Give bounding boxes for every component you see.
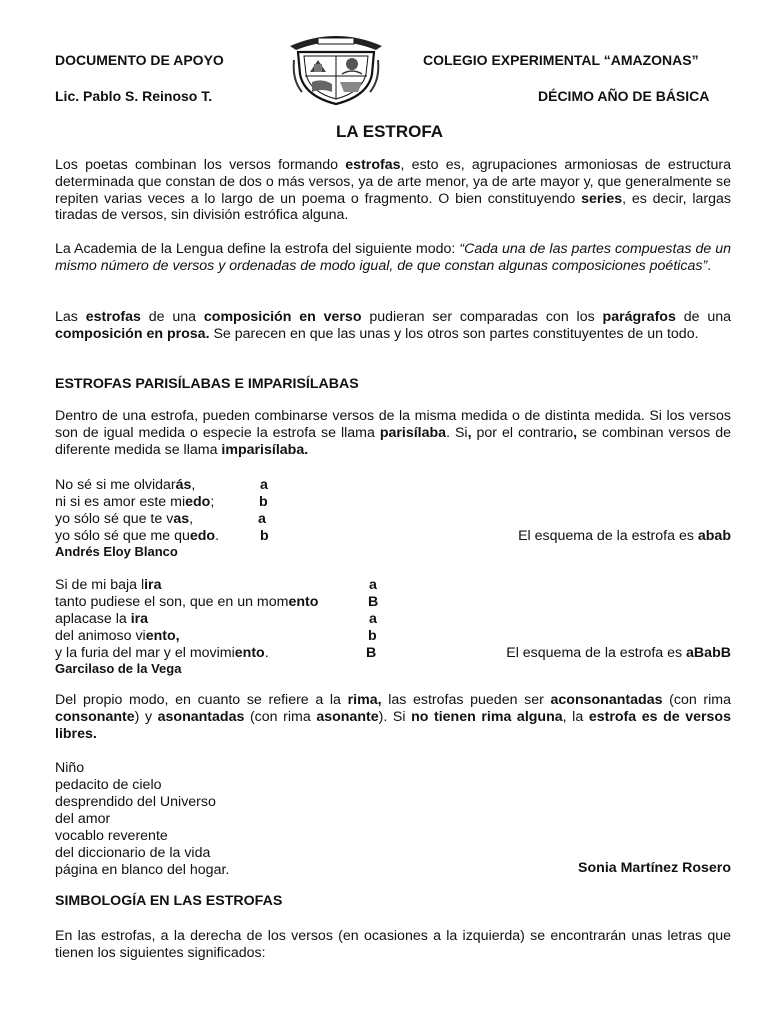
rhyme-letter: a (369, 611, 377, 627)
poem-line: Niño (55, 760, 85, 776)
scheme-label: El esquema de la estrofa es aBabB (506, 645, 731, 661)
poem-line: ni si es amor este miedo; (55, 494, 215, 510)
rhyme-letter: a (369, 577, 377, 593)
poem-line: aplacase la ira (55, 611, 149, 627)
section-heading-simbologia: SIMBOLOGÍA EN LAS ESTROFAS (55, 893, 283, 909)
poem-line: del animoso viento, (55, 628, 180, 644)
paragraph-rima: Del propio modo, en cuanto se refiere a la rima, las estrofas pueden ser aconsonantadas (con rima consonante) y asonantadas (con rima asonante). Si no tienen rima alguna, la estrofa es de versos libres. (55, 692, 731, 742)
poem-line: yo sólo sé que te vas, (55, 511, 194, 527)
paragraph-parisilaba: Dentro de una estrofa, pueden combinarse versos de la misma medida o de distinta medida. Si los versos son de igual medida o especie la estrofa se llama parisílaba. Si, por el contrario, se combinan versos de diferente medida se llama imparisílaba. (55, 408, 731, 458)
paragraph-simbologia: En las estrofas, a la derecha de los versos (en ocasiones a la izquierda) se encontrarán unas letras que tienen los siguientes significados: (55, 928, 731, 961)
poem-author: Sonia Martínez Rosero (578, 860, 731, 876)
poem-line: y la furia del mar y el movimiento. (55, 645, 269, 661)
header-left-top: DOCUMENTO DE APOYO (55, 52, 224, 68)
rhyme-letter: B (366, 645, 377, 661)
header-right-bottom: DÉCIMO AÑO DE BÁSICA (538, 88, 710, 104)
poem-line: desprendido del Universo (55, 794, 216, 810)
scheme-label: El esquema de la estrofa es abab (518, 528, 731, 544)
poem-author: Andrés Eloy Blanco (55, 544, 178, 559)
rhyme-letter: a (260, 477, 268, 493)
rhyme-letter: b (259, 494, 268, 510)
rhyme-letter: b (368, 628, 377, 644)
section-heading-parisilabas: ESTROFAS PARISÍLABAS E IMPARISÍLABAS (55, 376, 359, 392)
poem-author: Garcilaso de la Vega (55, 661, 182, 676)
rhyme-letter: b (260, 528, 269, 544)
poem-line: yo sólo sé que me quedo. (55, 528, 220, 544)
header-left-bottom: Lic. Pablo S. Reinoso T. (55, 88, 213, 104)
paragraph-intro: Los poetas combinan los versos formando estrofas, esto es, agrupaciones armoniosas de estructura determinada que constan de dos o más versos, ya de arte menor, ya de arte mayor y, que generalmente se repiten varias veces a lo largo de un poema o fragmento. O bien constituyendo series, es decir, largas tiradas de versos, sin división estrófica alguna. (55, 157, 732, 224)
paragraph-academy-definition: La Academia de la Lengua define la estrofa del siguiente modo: “Cada una de las partes compuestas de un mismo número de versos y ordenadas de modo igual, de que constan algunas composiciones poéticas”. (55, 241, 731, 274)
poem-line: del diccionario de la vida (55, 845, 211, 861)
rhyme-letter: B (368, 594, 379, 610)
paragraph-comparison: Las estrofas de una composición en verso pudieran ser comparadas con los parágrafos de una composición en prosa. Se parecen en que las unas y los otros son partes constituyentes de un todo. (55, 309, 731, 342)
poem-line: pedacito de cielo (55, 777, 162, 793)
rhyme-letter: a (258, 511, 266, 527)
poem-line: página en blanco del hogar. (55, 862, 230, 878)
school-crest-logo (288, 30, 384, 106)
poem-line: No sé si me olvidarás, (55, 477, 196, 493)
poem-line: vocablo reverente (55, 828, 168, 844)
poem-line: tanto pudiese el son, que en un momento (55, 594, 319, 610)
header-right-top: COLEGIO EXPERIMENTAL “AMAZONAS” (423, 52, 699, 68)
page-title: LA ESTROFA (336, 122, 444, 141)
poem-line: del amor (55, 811, 111, 827)
poem-line: Si de mi baja lira (55, 577, 162, 593)
